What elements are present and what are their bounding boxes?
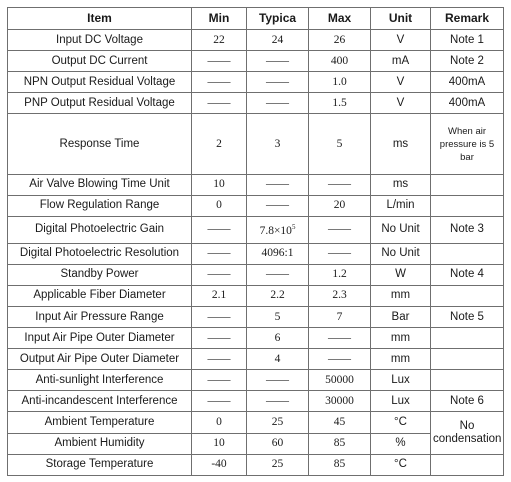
- min-cell: 10: [192, 174, 247, 195]
- min-cell: ——: [192, 307, 247, 328]
- table-row: [8, 285, 504, 306]
- item-cell: Response Time: [8, 114, 192, 174]
- max-cell: 85: [309, 433, 371, 454]
- max-cell: 2.3: [309, 285, 371, 306]
- max-cell: 7: [309, 307, 371, 328]
- min-cell: ——: [192, 51, 247, 72]
- remark-cell: 400mA: [431, 72, 504, 93]
- remark-cell: [431, 195, 504, 216]
- unit-cell: V: [371, 72, 431, 93]
- unit-cell: Lux: [371, 391, 431, 412]
- table-row: [8, 195, 504, 216]
- table-row: [8, 264, 504, 285]
- item-cell: Flow Regulation Range: [8, 195, 192, 216]
- header-row: [8, 8, 504, 30]
- table-row: [8, 216, 504, 243]
- max-cell: 20: [309, 195, 371, 216]
- min-cell: ——: [192, 243, 247, 264]
- table-row: [8, 93, 504, 114]
- unit-cell: Lux: [371, 370, 431, 391]
- typical-cell: 4096:1: [247, 243, 309, 264]
- remark-cell: Note 4: [431, 264, 504, 285]
- unit-cell: Bar: [371, 307, 431, 328]
- remark-cell: Note 5: [431, 307, 504, 328]
- table-row: [8, 114, 504, 174]
- item-cell: NPN Output Residual Voltage: [8, 72, 192, 93]
- typical-cell: 5: [247, 307, 309, 328]
- min-cell: 22: [192, 30, 247, 51]
- unit-cell: mm: [371, 349, 431, 370]
- max-cell: 45: [309, 412, 371, 433]
- unit-cell: mm: [371, 285, 431, 306]
- remark-cell: Note 6: [431, 391, 504, 412]
- max-cell: 5: [309, 114, 371, 174]
- max-cell: 400: [309, 51, 371, 72]
- table-row: [8, 328, 504, 349]
- remark-cell: [431, 349, 504, 370]
- item-cell: Output DC Current: [8, 51, 192, 72]
- max-cell: ——: [309, 216, 371, 243]
- unit-cell: °C: [371, 454, 431, 475]
- typical-cell: ——: [247, 72, 309, 93]
- item-cell: Applicable Fiber Diameter: [8, 285, 192, 306]
- typical-cell: 24: [247, 30, 309, 51]
- remark-cell: [431, 243, 504, 264]
- max-cell: 30000: [309, 391, 371, 412]
- typical-cell: ——: [247, 195, 309, 216]
- max-cell: 85: [309, 454, 371, 475]
- column-header-max: Max: [309, 8, 371, 30]
- remark-cell: [431, 370, 504, 391]
- min-cell: -40: [192, 454, 247, 475]
- remark-cell: [431, 454, 504, 475]
- typical-cell: ——: [247, 51, 309, 72]
- max-cell: ——: [309, 174, 371, 195]
- unit-cell: No Unit: [371, 216, 431, 243]
- gain-exponent: 5: [291, 223, 296, 232]
- specifications-table: [7, 7, 504, 476]
- table-row: [8, 51, 504, 72]
- unit-cell: %: [371, 433, 431, 454]
- max-cell: ——: [309, 349, 371, 370]
- min-cell: ——: [192, 328, 247, 349]
- min-cell: ——: [192, 391, 247, 412]
- max-cell: 1.5: [309, 93, 371, 114]
- unit-cell: No Unit: [371, 243, 431, 264]
- item-cell: Storage Temperature: [8, 454, 192, 475]
- item-cell: Digital Photoelectric Gain: [8, 216, 192, 243]
- typical-cell: 25: [247, 454, 309, 475]
- unit-cell: °C: [371, 412, 431, 433]
- unit-cell: ms: [371, 114, 431, 174]
- item-cell: Standby Power: [8, 264, 192, 285]
- item-cell: Air Valve Blowing Time Unit: [8, 174, 192, 195]
- unit-cell: mA: [371, 51, 431, 72]
- gain-mantissa: 7.8×10: [259, 225, 292, 238]
- typical-cell: ——: [247, 174, 309, 195]
- table-row: [8, 30, 504, 51]
- min-cell: 2: [192, 114, 247, 174]
- typical-cell: 3: [247, 114, 309, 174]
- unit-cell: ms: [371, 174, 431, 195]
- item-cell: Ambient Temperature: [8, 412, 192, 433]
- typical-cell: 6: [247, 328, 309, 349]
- table-row: [8, 174, 504, 195]
- item-cell: Anti-incandescent Interference: [8, 391, 192, 412]
- typical-cell: ——: [247, 370, 309, 391]
- min-cell: ——: [192, 349, 247, 370]
- remark-cell: [431, 285, 504, 306]
- unit-cell: L/min: [371, 195, 431, 216]
- remark-cell: [431, 174, 504, 195]
- item-cell: Output Air Pipe Outer Diameter: [8, 349, 192, 370]
- unit-cell: V: [371, 30, 431, 51]
- typical-cell: ——: [247, 93, 309, 114]
- column-header-item: Item: [8, 8, 192, 30]
- table-row: [8, 370, 504, 391]
- table-row: [8, 72, 504, 93]
- typical-cell: 60: [247, 433, 309, 454]
- typical-cell: ——: [247, 264, 309, 285]
- remark-cell: 400mA: [431, 93, 504, 114]
- table-row: [8, 454, 504, 475]
- table-row: [8, 433, 504, 454]
- table-row: [8, 412, 504, 433]
- unit-cell: W: [371, 264, 431, 285]
- min-cell: ——: [192, 216, 247, 243]
- min-cell: 0: [192, 195, 247, 216]
- typical-cell: 4: [247, 349, 309, 370]
- item-cell: Anti-sunlight Interference: [8, 370, 192, 391]
- column-header-unit: Unit: [371, 8, 431, 30]
- max-cell: ——: [309, 328, 371, 349]
- min-cell: ——: [192, 370, 247, 391]
- min-cell: ——: [192, 93, 247, 114]
- max-cell: 50000: [309, 370, 371, 391]
- min-cell: 2.1: [192, 285, 247, 306]
- typical-cell: [247, 216, 309, 243]
- item-cell: Input Air Pressure Range: [8, 307, 192, 328]
- remark-cell-merged: No condensation: [431, 412, 504, 454]
- max-cell: 26: [309, 30, 371, 51]
- table-row: [8, 243, 504, 264]
- typical-cell: 25: [247, 412, 309, 433]
- max-cell: ——: [309, 243, 371, 264]
- max-cell: 1.2: [309, 264, 371, 285]
- remark-cell: [431, 328, 504, 349]
- item-cell: Input Air Pipe Outer Diameter: [8, 328, 192, 349]
- min-cell: 0: [192, 412, 247, 433]
- max-cell: 1.0: [309, 72, 371, 93]
- table-row: [8, 307, 504, 328]
- item-cell: Input DC Voltage: [8, 30, 192, 51]
- min-cell: ——: [192, 72, 247, 93]
- item-cell: PNP Output Residual Voltage: [8, 93, 192, 114]
- unit-cell: V: [371, 93, 431, 114]
- min-cell: 10: [192, 433, 247, 454]
- table-row: [8, 349, 504, 370]
- column-header-remark: Remark: [431, 8, 504, 30]
- unit-cell: mm: [371, 328, 431, 349]
- typical-cell: ——: [247, 391, 309, 412]
- remark-cell: When air pressure is 5 bar: [431, 114, 504, 174]
- remark-cell: Note 3: [431, 216, 504, 243]
- column-header-typical: Typica: [247, 8, 309, 30]
- remark-cell: Note 2: [431, 51, 504, 72]
- table-row: [8, 391, 504, 412]
- item-cell: Ambient Humidity: [8, 433, 192, 454]
- typical-cell: 2.2: [247, 285, 309, 306]
- column-header-min: Min: [192, 8, 247, 30]
- item-cell: Digital Photoelectric Resolution: [8, 243, 192, 264]
- min-cell: ——: [192, 264, 247, 285]
- remark-cell: Note 1: [431, 30, 504, 51]
